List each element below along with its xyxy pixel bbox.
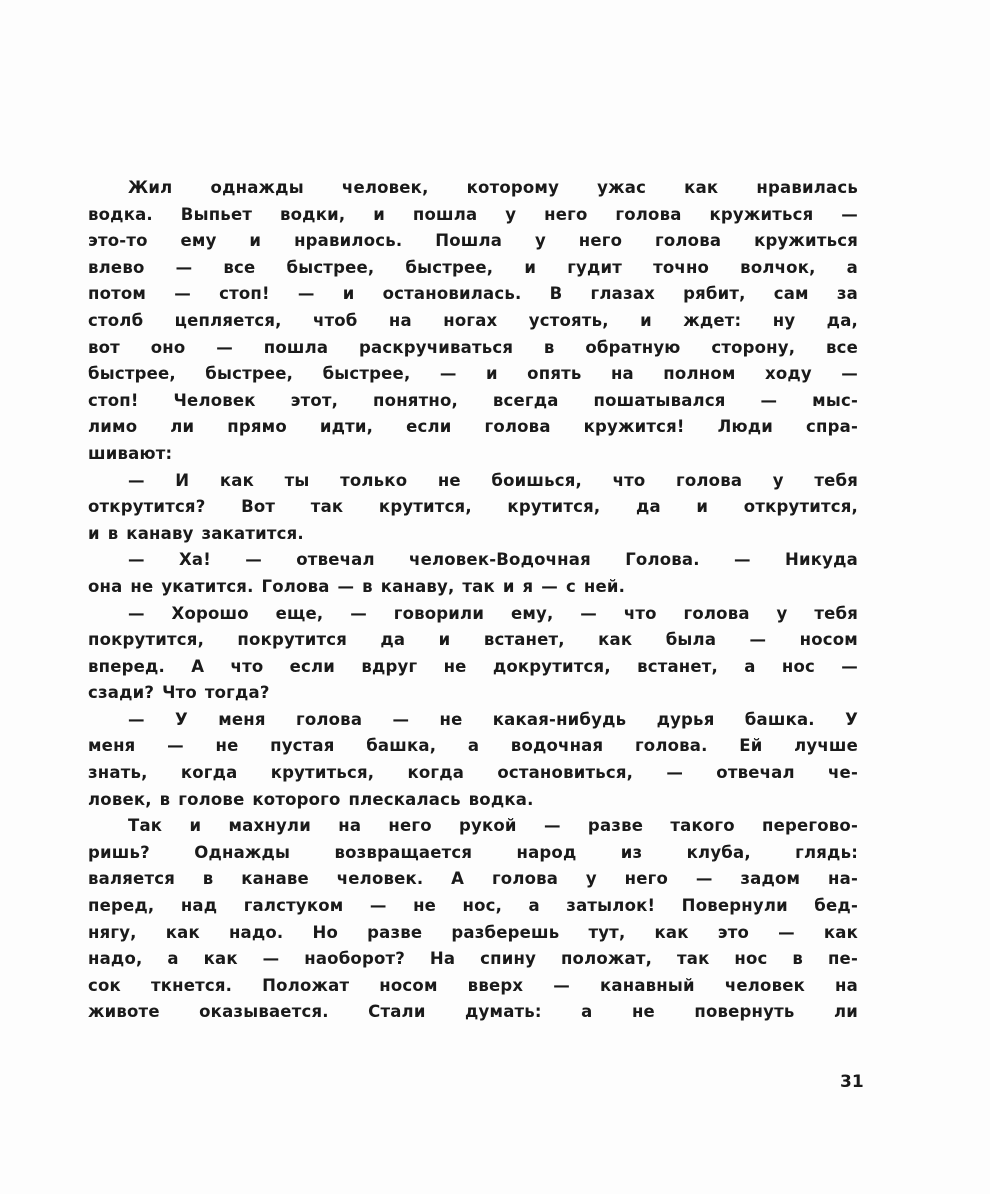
paragraph [88,175,858,468]
text-line: вот оно — пошла раскручиваться в обратную сторону, все [88,337,858,357]
text-line: и в канаву закатится. [88,523,304,543]
text-line: открутится? Вот так крутится, крутится, да и открутится, [88,497,858,517]
text-line: покрутится, покрутится да и встанет, как была — носом [88,630,858,650]
text-line: животе оказывается. Стали думать: а не повернуть ли [88,1002,858,1022]
text-line: валяется в канаве человек. А голова у него — задом на- [88,869,858,889]
page-number: 31 [840,1072,864,1092]
text-line: это-то ему и нравилось. Пошла у него голова кружиться [88,231,858,251]
text-line: — Ха! — отвечал человек-Водочная Голова. — Никуда [128,550,858,570]
text-line: Так и махнули на него рукой — разве такого перегово- [128,816,858,836]
text-line: нягу, как надо. Но разве разберешь тут, как это — как [88,922,858,942]
text-line: сзади? Что тогда? [88,683,270,703]
text-line: шивают: [88,443,173,463]
text-line: надо, а как — наоборот? На спину положат, так нос в пе- [88,949,858,969]
paragraph [88,707,858,813]
text-line: она не укатится. Голова — в канаву, так и я — с ней. [88,576,626,596]
paragraph [88,601,858,707]
text-line: Жил однажды человек, которому ужас как нравилась [128,178,858,197]
text-line: водка. Выпьет водки, и пошла у него голова кружиться — [88,204,858,224]
text-line: лимо ли прямо идти, если голова кружится! Люди спра- [88,417,858,437]
text-line: знать, когда крутиться, когда остановиться, — отвечал че- [88,763,858,783]
text-line: влево — все быстрее, быстрее, и гудит точно волчок, а [88,257,858,277]
text-line: меня — не пустая башка, а водочная голова. Ей лучше [88,736,858,756]
text-line: — И как ты только не боишься, что голова у тебя [128,470,858,490]
text-line: столб цепляется, чтоб на ногах устоять, и ждет: ну да, [88,310,858,330]
text-line: — У меня голова — не какая-нибудь дурья башка. У [128,709,858,729]
paragraph [88,547,858,600]
page-body-text [88,175,858,1026]
text-line: быстрее, быстрее, быстрее, — и опять на полном ходу — [88,364,858,384]
paragraph [88,468,858,548]
text-line: сок ткнется. Положат носом вверх — канавный человек на [88,975,858,995]
text-line: перед, над галстуком — не нос, а затылок! Повернули бед- [88,896,858,916]
text-line: ловек, в голове которого плескалась водка. [88,789,534,809]
text-line: потом — стоп! — и остановилась. В глазах рябит, сам за [88,284,858,304]
text-line: ришь? Однажды возвращается народ из клуба, глядь: [88,842,858,862]
paragraph [88,813,858,1026]
text-line: стоп! Человек этот, понятно, всегда пошатывался — мыс- [88,390,858,410]
text-line: вперед. А что если вдруг не докрутится, встанет, а нос — [88,656,858,676]
text-line: — Хорошо еще, — говорили ему, — что голова у тебя [128,603,858,623]
